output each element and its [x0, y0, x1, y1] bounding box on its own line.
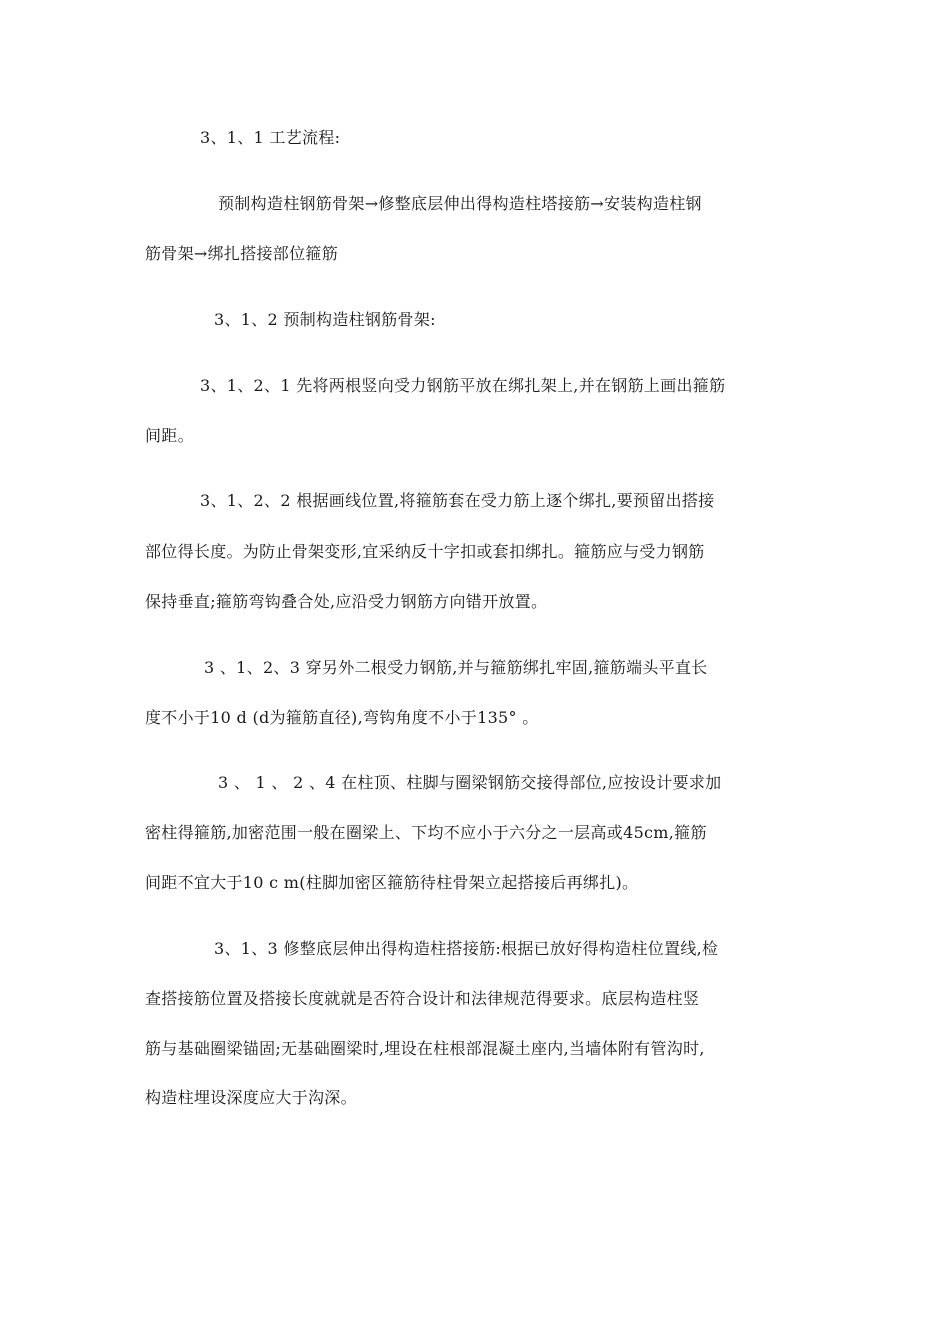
section-heading-3-1-1: 3、1、1 工艺流程:: [200, 128, 341, 147]
paragraph-3-1-2-2-line-2: 部位得长度。为防止骨架变形,宜采纳反十字扣或套扣绑扎。箍筋应与受力钢筋: [145, 542, 705, 561]
paragraph-3-1-2-4-line-3: 间距不宜大于10 c m(柱脚加密区箍筋待柱骨架立起搭接后再绑扎)。: [145, 873, 639, 892]
paragraph-3-1-3-line-1: 3、1、3 修整底层伸出得构造柱搭接筋:根据已放好得构造柱位置线,检: [214, 939, 719, 958]
paragraph-3-1-2-3-line-1: 3 、1、2、3 穿另外二根受力钢筋,并与箍筋绑扎牢固,箍筋端头平直长: [204, 658, 708, 677]
paragraph-3-1-2-4-line-1: 3 、 1 、 2 、4 在柱顶、柱脚与圈梁钢筋交接得部位,应按设计要求加: [218, 773, 722, 792]
paragraph-3-1-2-3-line-2: 度不小于10 d (d为箍筋直径),弯钩角度不小于135° 。: [145, 708, 539, 727]
process-flow-line-1: 预制构造柱钢筋骨架→修整底层伸出得构造柱塔接筋→安装构造柱钢: [218, 194, 702, 213]
paragraph-3-1-2-4-line-2: 密柱得箍筋,加密范围一般在圈梁上、下均不应小于六分之一层高或45cm,箍筋: [145, 823, 707, 842]
section-heading-3-1-2: 3、1、2 预制构造柱钢筋骨架:: [214, 310, 436, 329]
process-flow-line-2: 筋骨架→绑扎搭接部位箍筋: [145, 244, 339, 263]
paragraph-3-1-2-1-line-1: 3、1、2、1 先将两根竖向受力钢筋平放在绑扎架上,并在钢筋上画出箍筋: [200, 376, 726, 395]
paragraph-3-1-2-2-line-3: 保持垂直;箍筋弯钩叠合处,应沿受力钢筋方向错开放置。: [145, 592, 548, 611]
paragraph-3-1-2-1-line-2: 间距。: [145, 426, 194, 445]
paragraph-3-1-2-2-line-1: 3、1、2、2 根据画线位置,将箍筋套在受力筋上逐个绑扎,要预留出搭接: [200, 491, 715, 510]
paragraph-3-1-3-line-4: 构造柱埋设深度应大于沟深。: [145, 1088, 357, 1107]
paragraph-3-1-3-line-3: 筋与基础圈梁锚固;无基础圈梁时,埋设在柱根部混凝土座内,当墙体附有管沟时,: [145, 1039, 705, 1058]
paragraph-3-1-3-line-2: 查搭接筋位置及搭接长度就就是否符合设计和法律规范得要求。底层构造柱竖: [145, 989, 700, 1008]
